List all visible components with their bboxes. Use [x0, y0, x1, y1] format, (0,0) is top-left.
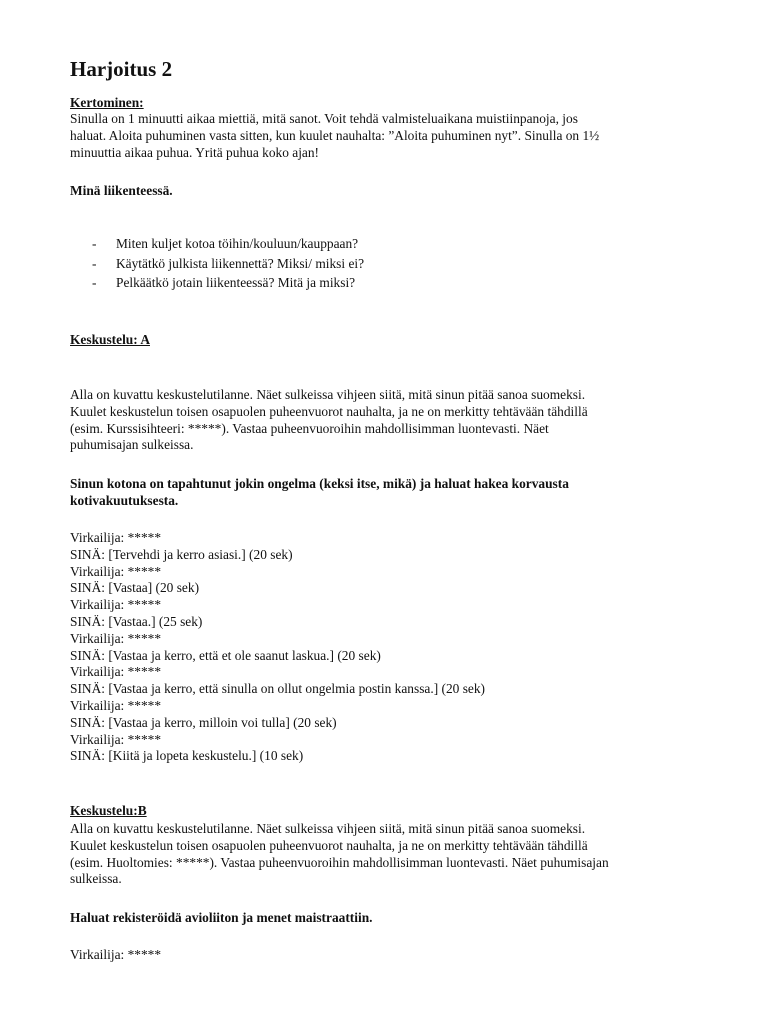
dialogue-line: SINÄ: [Vastaa] (20 sek): [70, 580, 200, 596]
list-item-text: Miten kuljet kotoa töihin/kouluun/kauppaan?: [116, 236, 359, 251]
dialogue-line: Virkailija: *****: [70, 630, 162, 646]
dialogue-line: SINÄ: [Vastaa ja kerro, että et ole saanut laskua.] (20 sek): [70, 647, 381, 663]
dialogue-line: SINÄ: [Vastaa ja kerro, että sinulla on ollut ongelmia postin kanssa.] (20 sek): [70, 681, 486, 697]
list-item: [92, 275, 364, 295]
bullet-dash: -: [92, 255, 97, 271]
list-item: [92, 256, 364, 276]
bullet-dash: -: [92, 236, 97, 251]
keskustelu-b-paragraph: [70, 821, 700, 888]
situation-line: Sinun kotona on tapahtunut jokin ongelma (keksi itse, mikä) ja haluat hakea korvausta: [70, 476, 569, 491]
keskustelu-a-paragraph-line: Alla on kuvattu keskustelutilanne. Näet sulkeissa vihjeen siitä, mitä sinun pitää sanoa suomeksi.: [70, 387, 586, 402]
section-heading-keskustelu-a: Keskustelu: A: [70, 332, 150, 347]
keskustelu-a-paragraph-line: puhumisajan sulkeissa.: [70, 437, 194, 453]
list-item-text: Pelkäätkö jotain liikenteessä? Mitä ja miksi?: [116, 275, 356, 290]
dialogue-line: Virkailija: *****: [70, 563, 162, 579]
list-item-text: Käytätkö julkista liikennettä? Miksi/ miksi ei?: [116, 255, 365, 271]
section-heading-kertominen: Kertominen:: [70, 95, 144, 110]
kertominen-paragraph-line: minuuttia aikaa puhua. Yritä puhua koko ajan!: [70, 144, 320, 160]
dialogue-line: Virkailija: *****: [70, 731, 162, 747]
list-item: [92, 236, 364, 256]
page-title: Harjoitus 2: [70, 57, 173, 81]
keskustelu-b-situation: Haluat rekisteröidä avioliiton ja menet maistraattiin.: [70, 910, 373, 925]
dialogue-line: Virkailija: *****: [70, 697, 162, 713]
dialogue-line: SINÄ: [Vastaa.] (25 sek): [70, 613, 203, 629]
kertominen-topic: Minä liikenteessä.: [70, 183, 173, 198]
kertominen-bullet-list: [92, 236, 364, 295]
dialogue-line: Virkailija: *****: [70, 664, 162, 680]
keskustelu-b-paragraph-line: sulkeissa.: [70, 871, 122, 887]
keskustelu-a-situation: [70, 476, 700, 510]
situation-line: kotivakuutuksesta.: [70, 492, 179, 508]
keskustelu-a-dialogue: [70, 530, 710, 765]
kertominen-paragraph-line: haluat. Aloita puhuminen vasta sitten, kun kuulet nauhalta: ”Aloita puhuminen nyt”. Sinulla on 1½: [70, 127, 600, 143]
keskustelu-a-paragraph-line: Kuulet keskustelun toisen osapuolen puheenvuorot nauhalta, ja ne on merkitty tehtävään tähdillä: [70, 403, 588, 419]
bullet-dash: -: [92, 275, 97, 290]
keskustelu-b-paragraph-line: Alla on kuvattu keskustelutilanne. Näet sulkeissa vihjeen siitä, mitä sinun pitää sanoa suomeksi.: [70, 821, 586, 836]
dialogue-line: Virkailija: *****: [70, 947, 162, 962]
keskustelu-a-paragraph-line: (esim. Kurssisihteeri: *****). Vastaa puheenvuoroihin mahdollisimman luontevasti. Näet: [70, 420, 549, 436]
dialogue-line: SINÄ: [Tervehdi ja kerro asiasi.] (20 sek): [70, 546, 293, 562]
kertominen-paragraph: [70, 111, 700, 161]
keskustelu-a-paragraph: [70, 387, 700, 454]
section-heading-keskustelu-b: Keskustelu:B: [70, 803, 147, 818]
dialogue-line: Virkailija: *****: [70, 530, 162, 545]
keskustelu-b-paragraph-line: (esim. Huoltomies: *****). Vastaa puheenvuoroihin mahdollisimman luontevasti. Näet puhumisajan: [70, 854, 609, 870]
dialogue-line: SINÄ: [Vastaa ja kerro, milloin voi tulla] (20 sek): [70, 714, 337, 730]
keskustelu-b-paragraph-line: Kuulet keskustelun toisen osapuolen puheenvuorot nauhalta, ja ne on merkitty tehtävään tähdillä: [70, 837, 588, 853]
dialogue-line: SINÄ: [Kiitä ja lopeta keskustelu.] (10 sek): [70, 748, 304, 764]
kertominen-paragraph-line: Sinulla on 1 minuutti aikaa miettiä, mitä sanot. Voit tehdä valmisteluaikana muistiinpanoja, jos: [70, 111, 578, 126]
dialogue-line: Virkailija: *****: [70, 597, 162, 613]
keskustelu-b-dialogue: [70, 947, 710, 964]
